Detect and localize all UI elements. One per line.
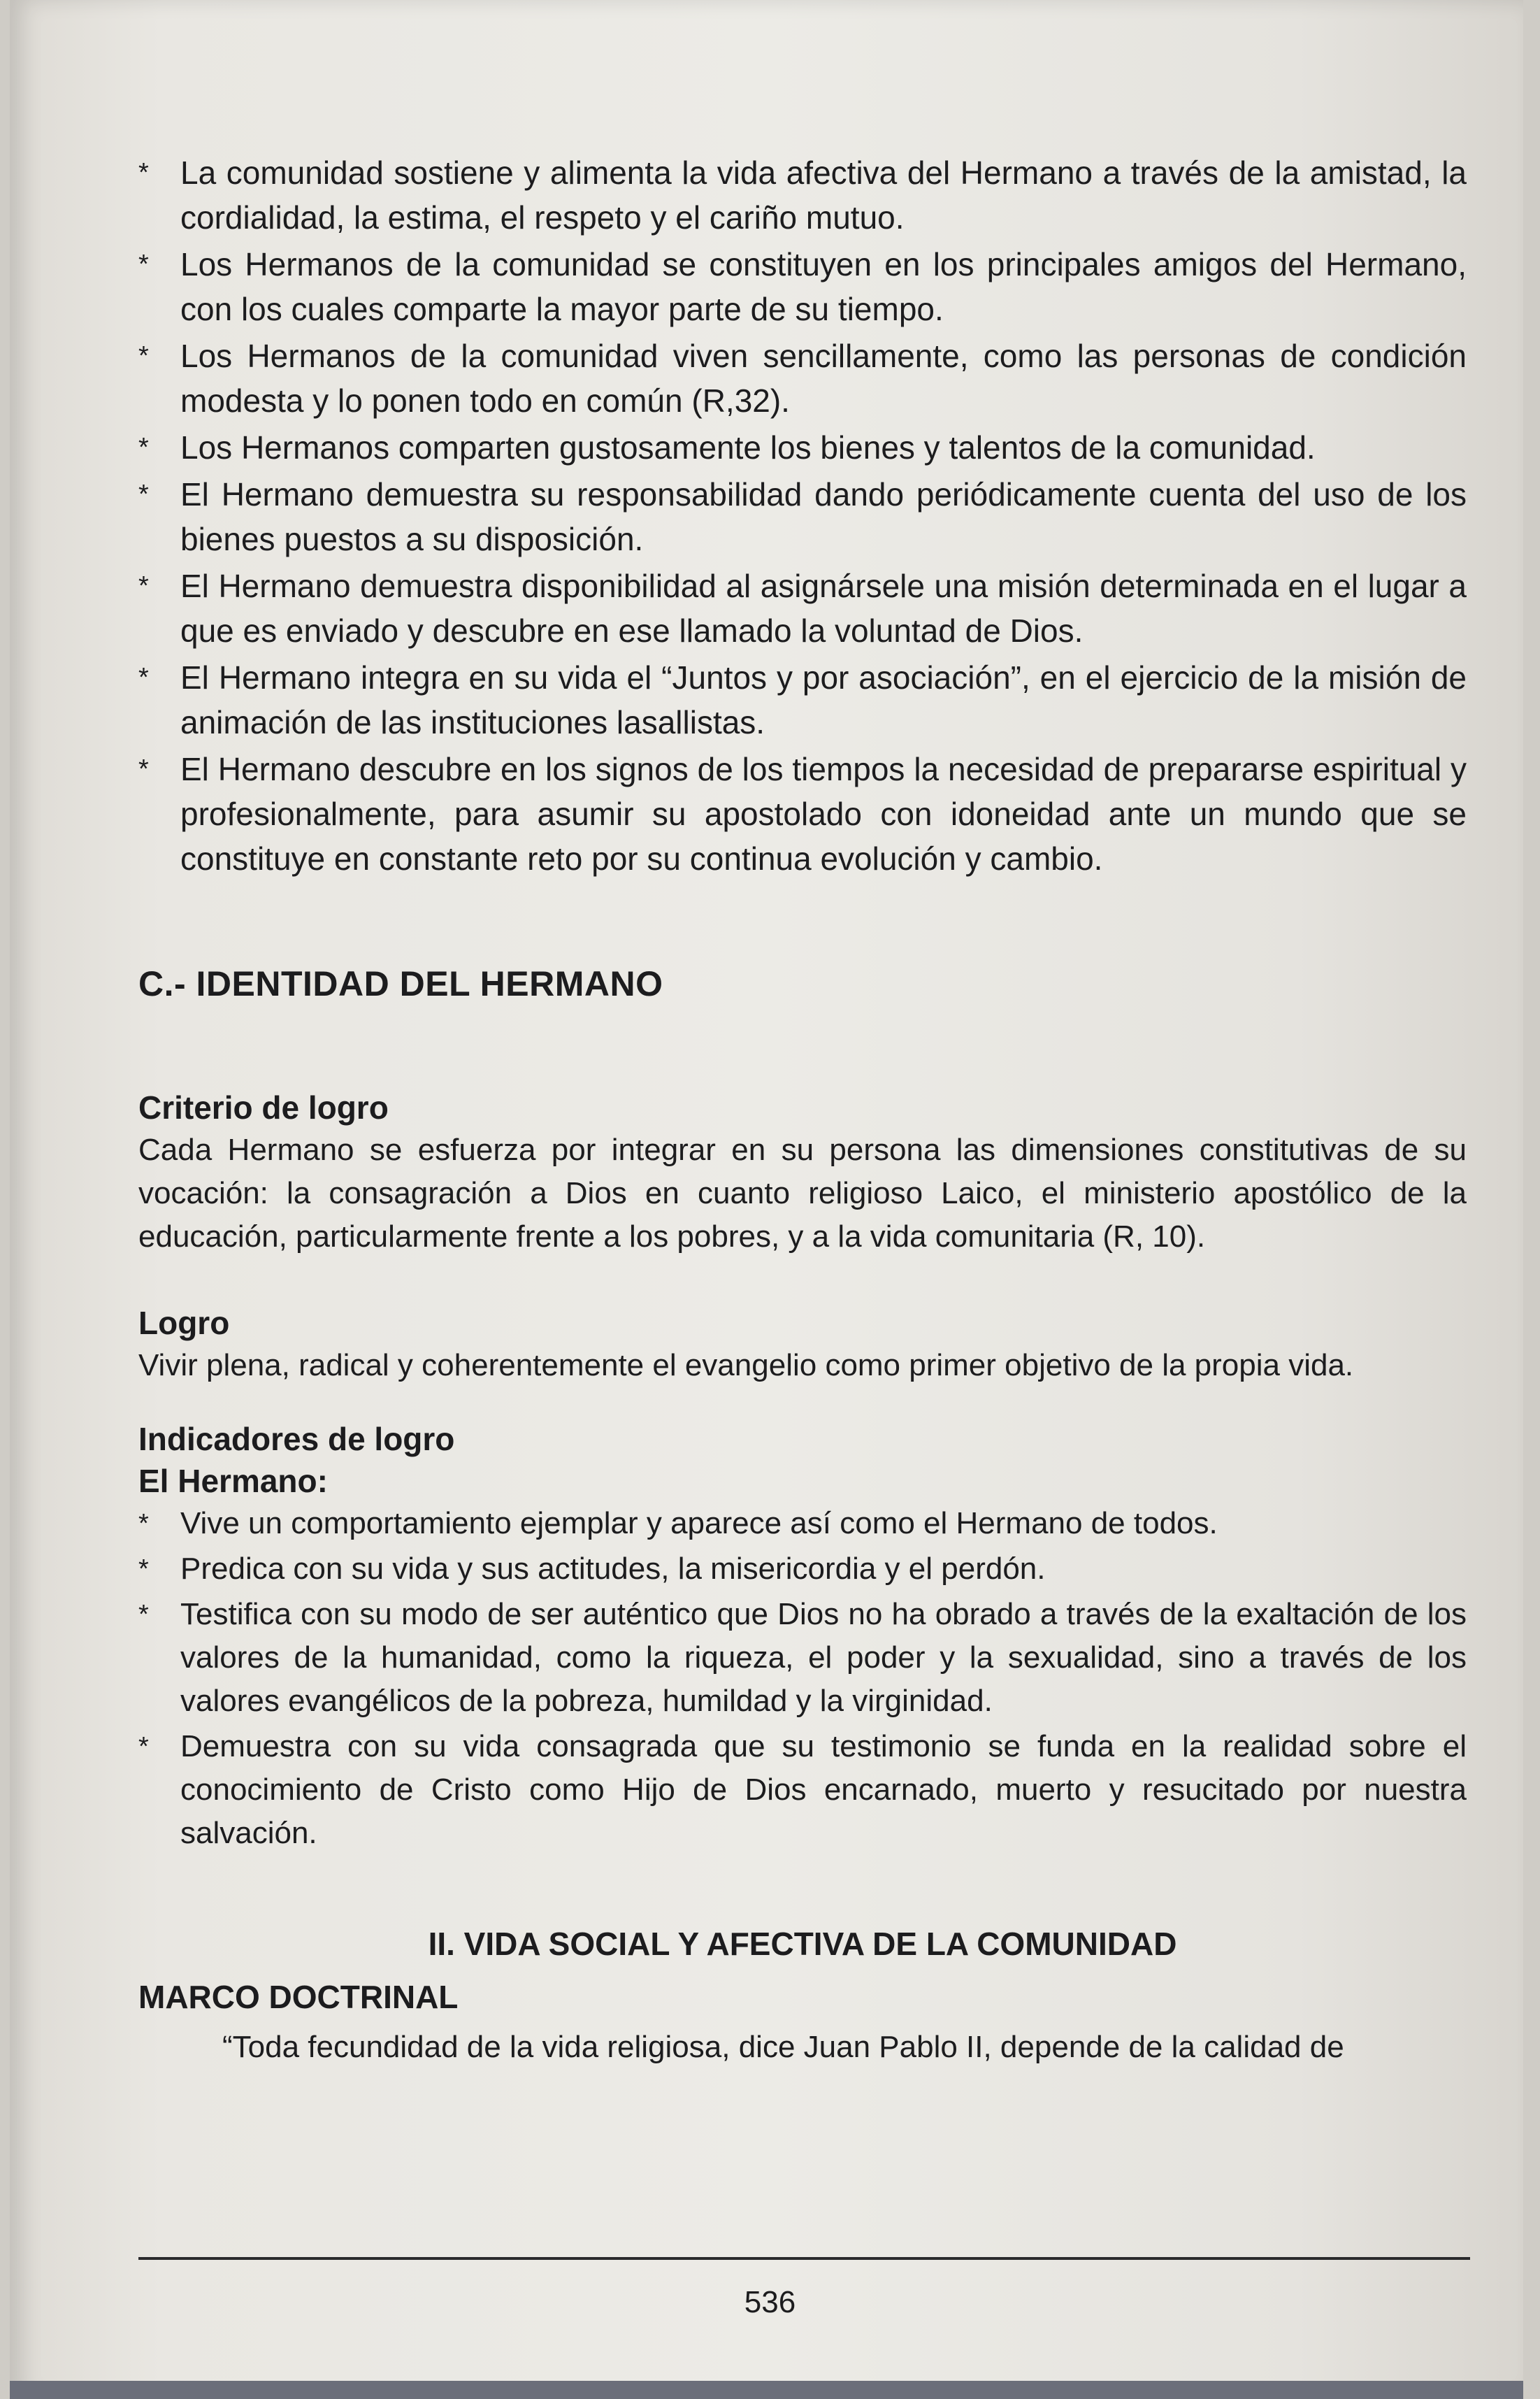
list-item: * Vive un comportamiento ejemplar y aparece así como el Hermano de todos. <box>138 1502 1467 1545</box>
list-item: * Los Hermanos comparten gustosamente los bienes y talentos de la comunidad. <box>138 425 1467 470</box>
page-edge <box>10 2381 1523 2399</box>
list-item: * El Hermano descubre en los signos de los tiempos la necesidad de prepararse espiritual y profesionalmente, para asumir su apostolado con idoneidad ante un mundo que se constituye en constante reto por su continua evolución y cambio. <box>138 747 1467 881</box>
list-item: * El Hermano integra en su vida el “Juntos y por asociación”, en el ejercicio de la misión de animación de las instituciones lasallistas. <box>138 655 1467 745</box>
list-item: * Los Hermanos de la comunidad viven sencillamente, como las personas de condición modesta y lo ponen todo en común (R,32). <box>138 334 1467 423</box>
section-ii-title: II. VIDA SOCIAL Y AFECTIVA DE LA COMUNIDAD <box>428 1926 1177 1962</box>
marco-doctrinal-heading: MARCO DOCTRINAL <box>138 1979 459 2015</box>
criterio-text: Cada Hermano se esfuerza por integrar en su persona las dimensiones constitutivas de su vocación: la consagración a Dios en cuanto religioso Laico, el ministerio apostólico de la educación, particularmente frente a los pobres, y a la vida comunitaria (R, 10). <box>138 1133 1467 1254</box>
bullet-star-icon: * <box>138 341 149 371</box>
list-item: * Demuestra con su vida consagrada que su testimonio se funda en la realidad sobre el conocimiento de Cristo como Hijo de Dios encarnado, muerto y resucitado por nuestra salvación. <box>138 1725 1467 1855</box>
criterio-heading: Criterio de logro <box>138 1089 389 1126</box>
bullet-star-icon: * <box>138 250 149 279</box>
indicadores-list <box>138 1502 1467 1855</box>
bullet-star-icon: * <box>138 158 149 187</box>
logro-text: Vivir plena, radical y coherentemente el evangelio como primer objetivo de la propia vida. <box>138 1348 1354 1382</box>
page-number: 536 <box>744 2285 796 2319</box>
footer-divider <box>138 2257 1470 2260</box>
bullet-star-icon: * <box>138 663 149 692</box>
list-item: * El Hermano demuestra su responsabilidad dando periódicamente cuenta del uso de los bienes puestos a su disposición. <box>138 472 1467 561</box>
bullet-star-icon: * <box>138 1554 149 1584</box>
intro-bullet-list <box>138 150 1467 881</box>
list-item: * Predica con su vida y sus actitudes, la misericordia y el perdón. <box>138 1547 1467 1591</box>
section-heading: C.- IDENTIDAD DEL HERMANO <box>138 964 663 1003</box>
bullet-star-icon: * <box>138 571 149 601</box>
bullet-star-icon: * <box>138 1732 149 1761</box>
bullet-star-icon: * <box>138 1600 149 1629</box>
page-content <box>138 150 1467 2069</box>
indicadores-heading: Indicadores de logro <box>138 1421 455 1457</box>
list-item: * Testifica con su modo de ser auténtico que Dios no ha obrado a través de la exaltación de los valores de la humanidad, como la riqueza, el poder y la sexualidad, sino a través de los valores evangélicos de la pobreza, humildad y la virginidad. <box>138 1593 1467 1723</box>
bullet-star-icon: * <box>138 1509 149 1538</box>
list-item: * La comunidad sostiene y alimenta la vida afectiva del Hermano a través de la amistad, la cordialidad, la estima, el respeto y el cariño mutuo. <box>138 150 1467 240</box>
list-item: * Los Hermanos de la comunidad se constituyen en los principales amigos del Hermano, con los cuales comparte la mayor parte de su tiempo. <box>138 242 1467 331</box>
bullet-star-icon: * <box>138 433 149 462</box>
hermano-label: El Hermano: <box>138 1463 328 1499</box>
logro-heading: Logro <box>138 1305 230 1341</box>
list-item: * El Hermano demuestra disponibilidad al asignársele una misión determinada en el lugar a que es enviado y descubre en ese llamado la voluntad de Dios. <box>138 564 1467 653</box>
bullet-star-icon: * <box>138 754 149 784</box>
bullet-star-icon: * <box>138 480 149 509</box>
quote-text: “Toda fecundidad de la vida religiosa, dice Juan Pablo II, depende de la calidad de <box>222 2030 1344 2064</box>
